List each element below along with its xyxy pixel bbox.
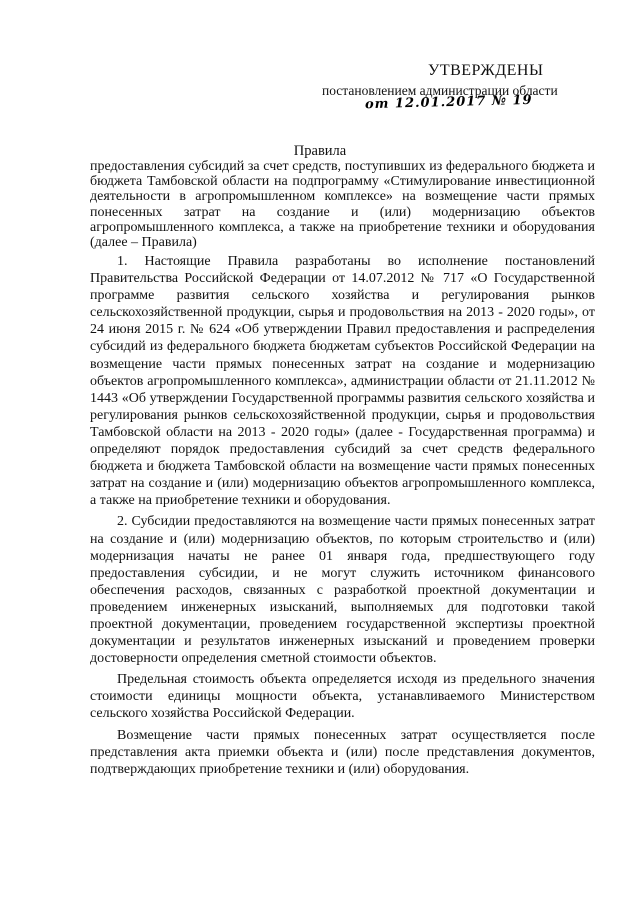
handwritten-date: от 12.01.2017 № 19 xyxy=(364,92,533,113)
document-subtitle: предоставления субсидий за счет средств, поступивших из федерального бюджета и бюджета Тамбовской области на подпрограмму «Стимулирование инвестиционной деятельности в агропромышленном комплексе» на возмещение части прямых понесенных затрат на создание и (или) модернизацию объектов агропромышленного комплекса, а также на приобретение техники и оборудования (далее – Правила) xyxy=(90,159,595,251)
document-body xyxy=(90,253,595,782)
paragraph-4: Возмещение части прямых понесенных затрат осуществляется после представления акта приемки объекта и (или) после представления документов, подтверждающих приобретение техники и (или) оборудования. xyxy=(90,727,595,777)
approved-heading: УТВЕРЖДЕНЫ xyxy=(428,62,544,79)
document-title: Правила xyxy=(293,143,347,159)
paragraph-1: 1. Настоящие Правила разработаны во исполнение постановлений Правительства Российской Федерации от 14.07.2012 № 717 «О Государственной программе развития сельского хозяйства и регулирования рынков сельскохозяйственной продукции, сырья и продовольствия на 2013 - 2020 годы», от 24 июня 2015 г. № 624 «Об утверждении Правил предоставления и распределения субсидий из федерального бюджета бюджетам субъектов Российской Федерации на возмещение части прямых понесенных затрат на создание и модернизацию объектов агропромышленного комплекса», администрации области от 21.11.2012 № 1443 «Об утверждении Государственной программы развития сельского хозяйства и регулирования рынков сельскохозяйственной продукции, сырья и продовольствия Тамбовской области на 2013 - 2020 годы» (далее - Государственная программа) и определяют порядок предоставления субсидий за счет средств федерального бюджета и бюджета Тамбовской области на возмещение части прямых понесенных затрат на создание и (или) модернизацию объектов агропромышленного комплекса, а также на приобретение техники и оборудования. xyxy=(90,254,595,509)
decree-line: постановлением администрации области xyxy=(322,83,558,98)
paragraph-3: Предельная стоимость объекта определяется исходя из предельного значения стоимости единицы мощности объекта, устанавливаемого Министерством сельского хозяйства Российской Федерации. xyxy=(90,672,595,722)
paragraph-2: 2. Субсидии предоставляются на возмещение части прямых понесенных затрат на создание и (или) модернизацию объектов, по которым строительство и (или) модернизация начаты не ранее 01 января года, предшествующего году предоставления субсидии, и не могут служить источником финансового обеспечения расходов, связанных с разработкой проектной документации и проведением инженерных изысканий, выполняемых для подготовки такой проектной документации, проведением государственной экспертизы проектной документации и результатов инженерных изысканий и проведением проверки достоверности определения сметной стоимости объектов. xyxy=(90,514,595,667)
